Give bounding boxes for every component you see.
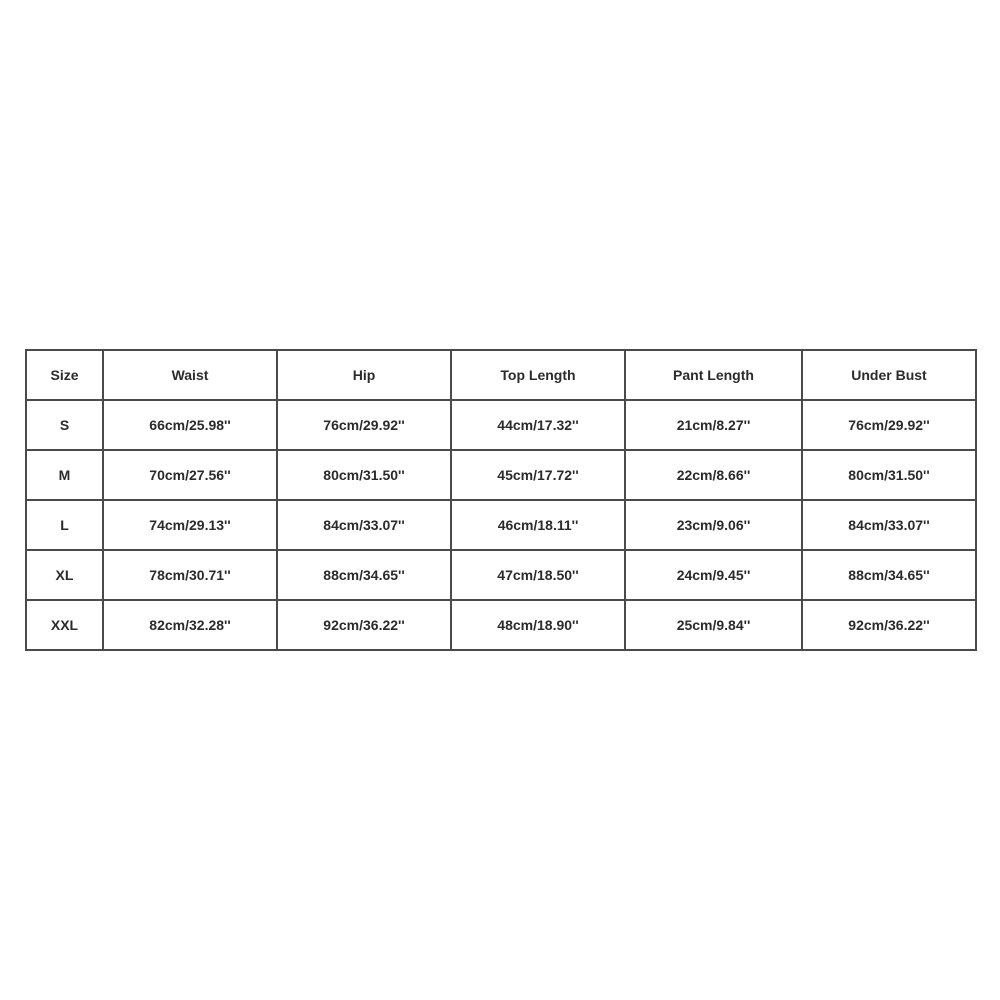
waist-cell: 66cm/25.98'' — [103, 400, 277, 450]
under-bust-cell: 92cm/36.22'' — [802, 600, 976, 650]
top-length-cell: 46cm/18.11'' — [451, 500, 625, 550]
table-row — [26, 600, 976, 650]
pant-length-cell: 25cm/9.84'' — [625, 600, 802, 650]
top-length-cell: 47cm/18.50'' — [451, 550, 625, 600]
hip-cell: 76cm/29.92'' — [277, 400, 451, 450]
hip-cell: 84cm/33.07'' — [277, 500, 451, 550]
waist-cell: 78cm/30.71'' — [103, 550, 277, 600]
hip-cell: 88cm/34.65'' — [277, 550, 451, 600]
header-cell-hip: Hip — [277, 350, 451, 400]
header-cell-waist: Waist — [103, 350, 277, 400]
table-row — [26, 500, 976, 550]
waist-cell: 70cm/27.56'' — [103, 450, 277, 500]
size-cell: S — [26, 400, 103, 450]
waist-cell: 82cm/32.28'' — [103, 600, 277, 650]
pant-length-cell: 22cm/8.66'' — [625, 450, 802, 500]
table-row — [26, 400, 976, 450]
header-cell-under-bust: Under Bust — [802, 350, 976, 400]
size-cell: XXL — [26, 600, 103, 650]
table-row — [26, 450, 976, 500]
size-cell: M — [26, 450, 103, 500]
size-cell: XL — [26, 550, 103, 600]
size-chart-table — [25, 349, 977, 651]
under-bust-cell: 80cm/31.50'' — [802, 450, 976, 500]
header-cell-pant-length: Pant Length — [625, 350, 802, 400]
header-cell-size: Size — [26, 350, 103, 400]
under-bust-cell: 76cm/29.92'' — [802, 400, 976, 450]
under-bust-cell: 88cm/34.65'' — [802, 550, 976, 600]
under-bust-cell: 84cm/33.07'' — [802, 500, 976, 550]
waist-cell: 74cm/29.13'' — [103, 500, 277, 550]
top-length-cell: 45cm/17.72'' — [451, 450, 625, 500]
table-header-row — [26, 350, 976, 400]
top-length-cell: 44cm/17.32'' — [451, 400, 625, 450]
pant-length-cell: 21cm/8.27'' — [625, 400, 802, 450]
header-cell-top-length: Top Length — [451, 350, 625, 400]
hip-cell: 80cm/31.50'' — [277, 450, 451, 500]
top-length-cell: 48cm/18.90'' — [451, 600, 625, 650]
table-row — [26, 550, 976, 600]
pant-length-cell: 23cm/9.06'' — [625, 500, 802, 550]
size-cell: L — [26, 500, 103, 550]
hip-cell: 92cm/36.22'' — [277, 600, 451, 650]
pant-length-cell: 24cm/9.45'' — [625, 550, 802, 600]
